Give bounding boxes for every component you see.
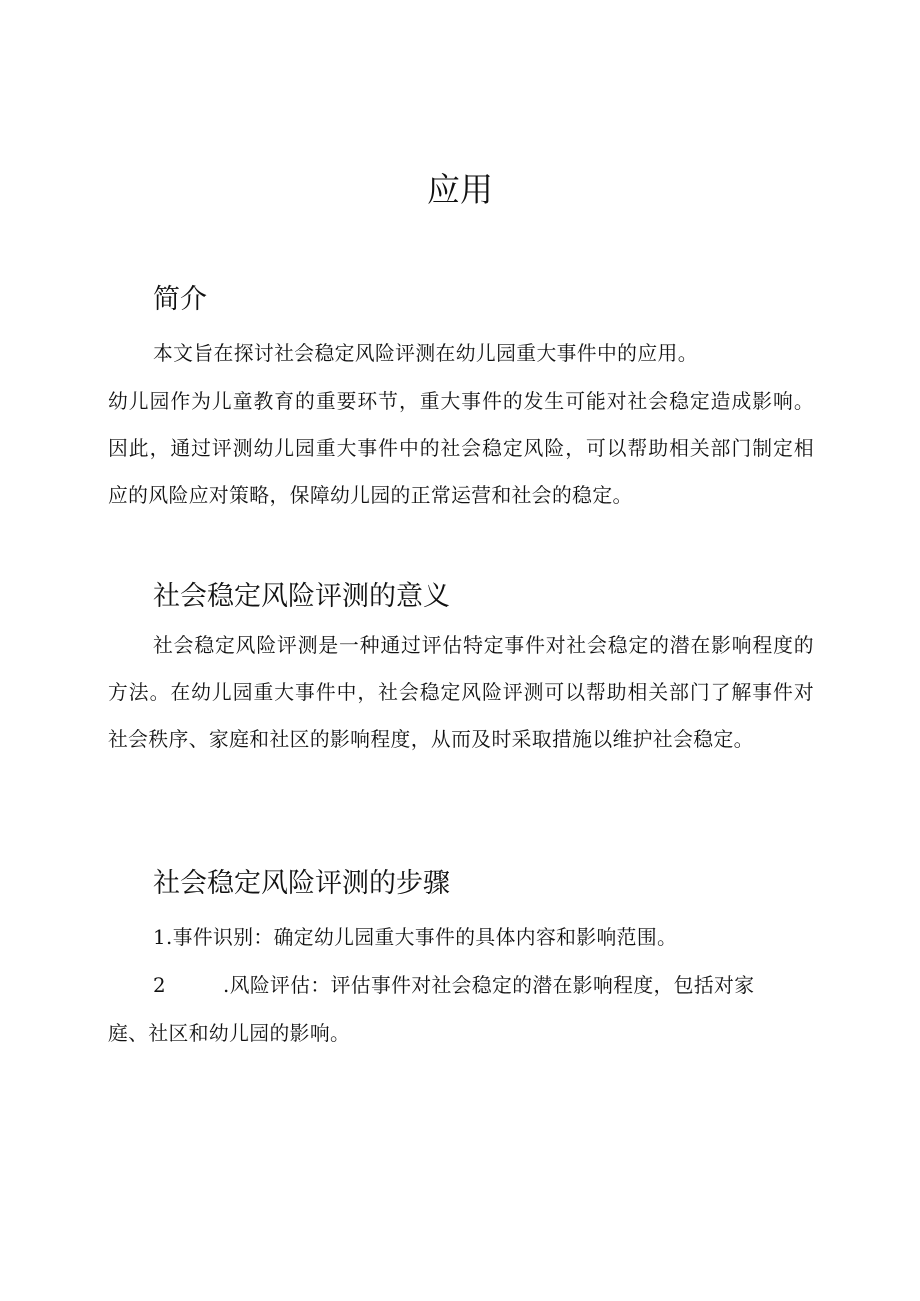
step-item [108,962,814,1009]
document-title: 应用 [427,170,493,209]
step-text: .风险评估：评估事件对社会稳定的潜在影响程度，包括对家 [223,974,755,997]
step-number: 2 [153,974,166,997]
intro-lead-paragraph: 本文旨在探讨社会稳定风险评测在幼儿园重大事件中的应用。 [153,342,698,365]
section-heading-intro: 简介 [153,284,207,315]
intro-body-paragraph: 幼儿园作为儿童教育的重要环节，重大事件的发生可能对社会稳定造成影响。因此，通过评测幼儿园重大事件中的社会稳定风险，可以帮助相关部门制定相应的风险应对策略，保障幼儿园的正常运营和社会的稳定。 [108,390,814,507]
step-item [108,914,814,961]
section-heading-steps: 社会稳定风险评测的步骤 [153,868,450,899]
step-number: 1 [153,926,166,949]
step-text-continuation: 庭、社区和幼儿园的影响。 [108,1022,351,1045]
step-text: .事件识别：确定幼儿园重大事件的具体内容和影响范围。 [166,926,678,949]
significance-paragraph: 社会稳定风险评测是一种通过评估特定事件对社会稳定的潜在影响程度的方法。在幼儿园重大事件中，社会稳定风险评测可以帮助相关部门了解事件对社会秩序、家庭和社区的影响程度，从而及时采取措施以维护社会稳定。 [108,634,814,751]
section-heading-significance: 社会稳定风险评测的意义 [153,581,450,612]
